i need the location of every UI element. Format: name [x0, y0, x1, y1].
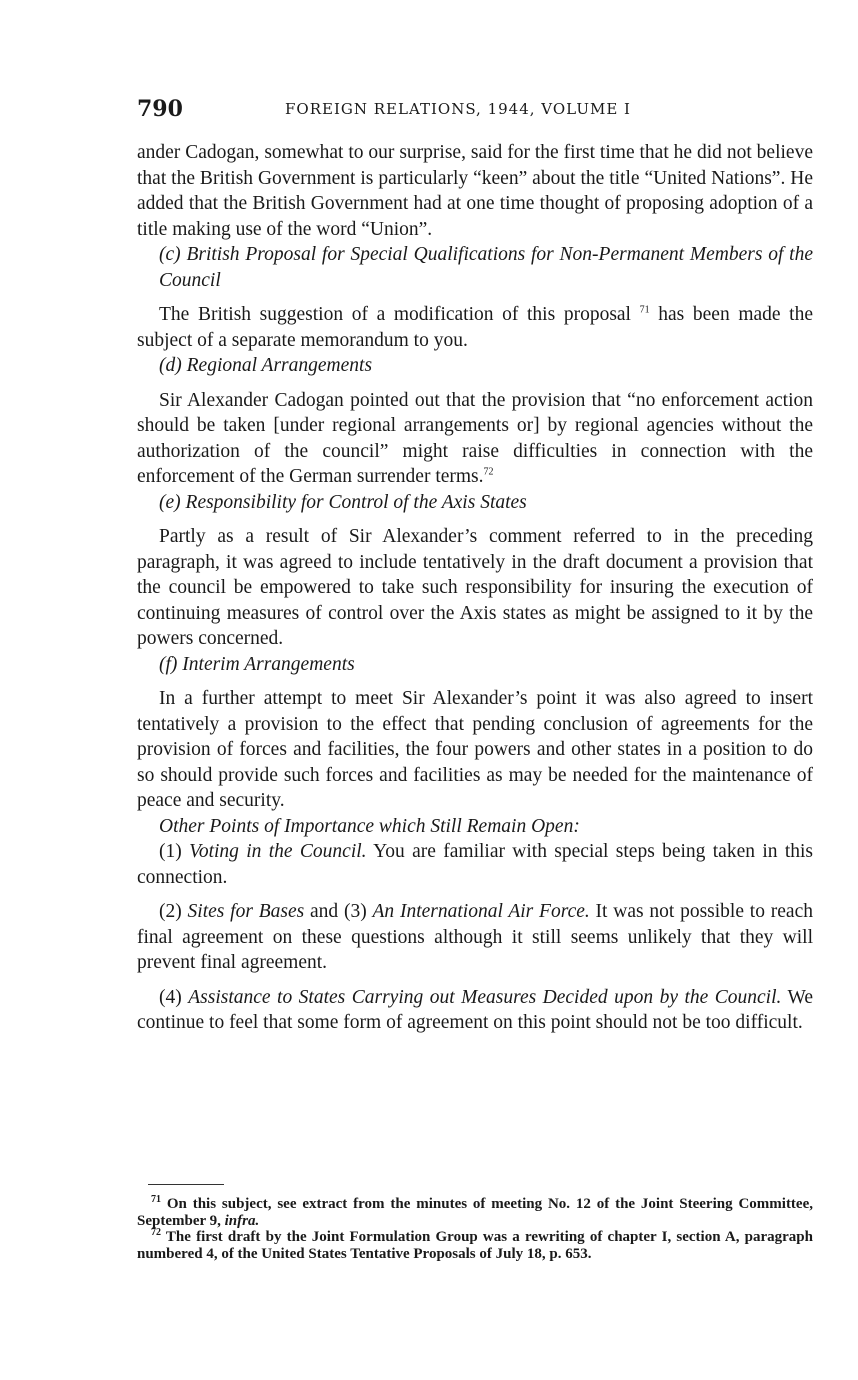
page-number: 790	[137, 96, 183, 122]
item-1-number: (1)	[159, 841, 182, 862]
item-2-3	[137, 899, 813, 976]
footnote-ref-71: 71	[639, 304, 650, 316]
section-d-paragraph	[137, 388, 813, 490]
section-c-text-b: has been made the subject of a separate memorandum to you.	[137, 304, 813, 351]
item-4-number: (4)	[159, 986, 182, 1008]
paragraph-continued: ander Cadogan, somewhat to our surprise, said for the first time that he did not believe that the British Government is particularly “keen” about the title “United Nations”. He added that the British Government had at one time thought of proposing adoption of a title making use of the word “Union”.	[137, 142, 813, 240]
item-2-3-conjunction: and	[304, 901, 344, 922]
item-4-text: We continue to feel that some form of agreement on this point should not be too difficult.	[137, 986, 814, 1033]
item-3-number: (3)	[343, 901, 367, 922]
section-d-heading	[137, 353, 813, 379]
item-1-text: You are familiar with special steps being taken in this connection.	[137, 841, 814, 888]
section-f-paragraph: In a further attempt to meet Sir Alexander’s point it was also agreed to insert tentatively a provision to the effect that pending conclusion of agreements for the provision of forces and facilities, the four powers and other states in a position to do so should provide such forces and facilities as may be needed for the maintenance of peace and security.	[137, 688, 813, 811]
main-text	[137, 140, 813, 1036]
item-4	[137, 985, 813, 1036]
footnotes	[137, 1196, 813, 1262]
footnote-72-mark: 72	[151, 1227, 161, 1238]
section-e-heading	[137, 490, 813, 516]
section-d-label: (d)	[159, 355, 182, 376]
footnote-71-italic: infra.	[224, 1212, 260, 1229]
section-f-title: Interim Arrangements	[182, 653, 355, 675]
item-2-number: (2)	[159, 901, 182, 922]
footnote-ref-72: 72	[483, 466, 494, 478]
section-c-text-a: The British suggestion of a modification of this proposal	[159, 304, 631, 325]
footnote-divider	[148, 1184, 224, 1185]
item-1	[137, 839, 813, 890]
footnote-72-text: The first draft by the Joint Formulation Group was a rewriting of chapter I, section A, paragraph numbered 4, of the United States Tentative Proposals of July 18, p. 653.	[137, 1229, 813, 1262]
section-c-heading	[137, 242, 813, 293]
section-e-title: Responsibility for Control of the Axis States	[185, 491, 527, 513]
open-points-heading: Other Points of Importance which Still Remain Open:	[159, 815, 580, 837]
section-e-label: (e)	[159, 491, 181, 513]
item-2-3-text: It was not possible to reach final agreement on these questions although it still seems unlikely that they will prevent final agreement.	[137, 901, 813, 973]
section-e-paragraph: Partly as a result of Sir Alexander’s comment referred to in the preceding paragraph, it was agreed to include tentatively in the draft document a provision that the council be empowered to take such responsibility for insuring the execution of continuing measures of control over the Axis states as might be assigned to it by the powers concerned.	[137, 526, 813, 649]
running-title: FOREIGN RELATIONS, 1944, VOLUME I	[285, 100, 631, 118]
item-3-title: An International Air Force.	[372, 901, 590, 922]
footnote-71-text: On this subject, see extract from the minutes of meeting No. 12 of the Joint Steering Committee, September 9,	[137, 1196, 813, 1229]
footnote-71	[137, 1196, 813, 1229]
page-header	[137, 96, 813, 122]
item-2-title: Sites for Bases	[187, 901, 305, 922]
footnote-72	[137, 1229, 813, 1262]
section-d-text: Sir Alexander Cadogan pointed out that the provision that “no enforcement action should be taken [under regional arrangements or] by regional agencies without the authorization of the council” might raise difficulties in connection with the enforcement of the German surrender terms.	[137, 389, 813, 487]
item-1-title: Voting in the Council.	[189, 841, 367, 862]
footnote-71-mark: 71	[151, 1194, 161, 1205]
section-c-paragraph	[137, 302, 813, 353]
section-f-heading	[137, 652, 813, 678]
section-f-label: (f)	[159, 653, 178, 675]
section-c-title: British Proposal for Special Qualifications for Non-Permanent Members of the Council	[159, 244, 814, 291]
section-c-label: (c)	[159, 244, 181, 265]
section-d-title: Regional Arrangements	[186, 355, 373, 376]
item-4-title: Assistance to States Carrying out Measures Decided upon by the Council.	[188, 986, 782, 1008]
